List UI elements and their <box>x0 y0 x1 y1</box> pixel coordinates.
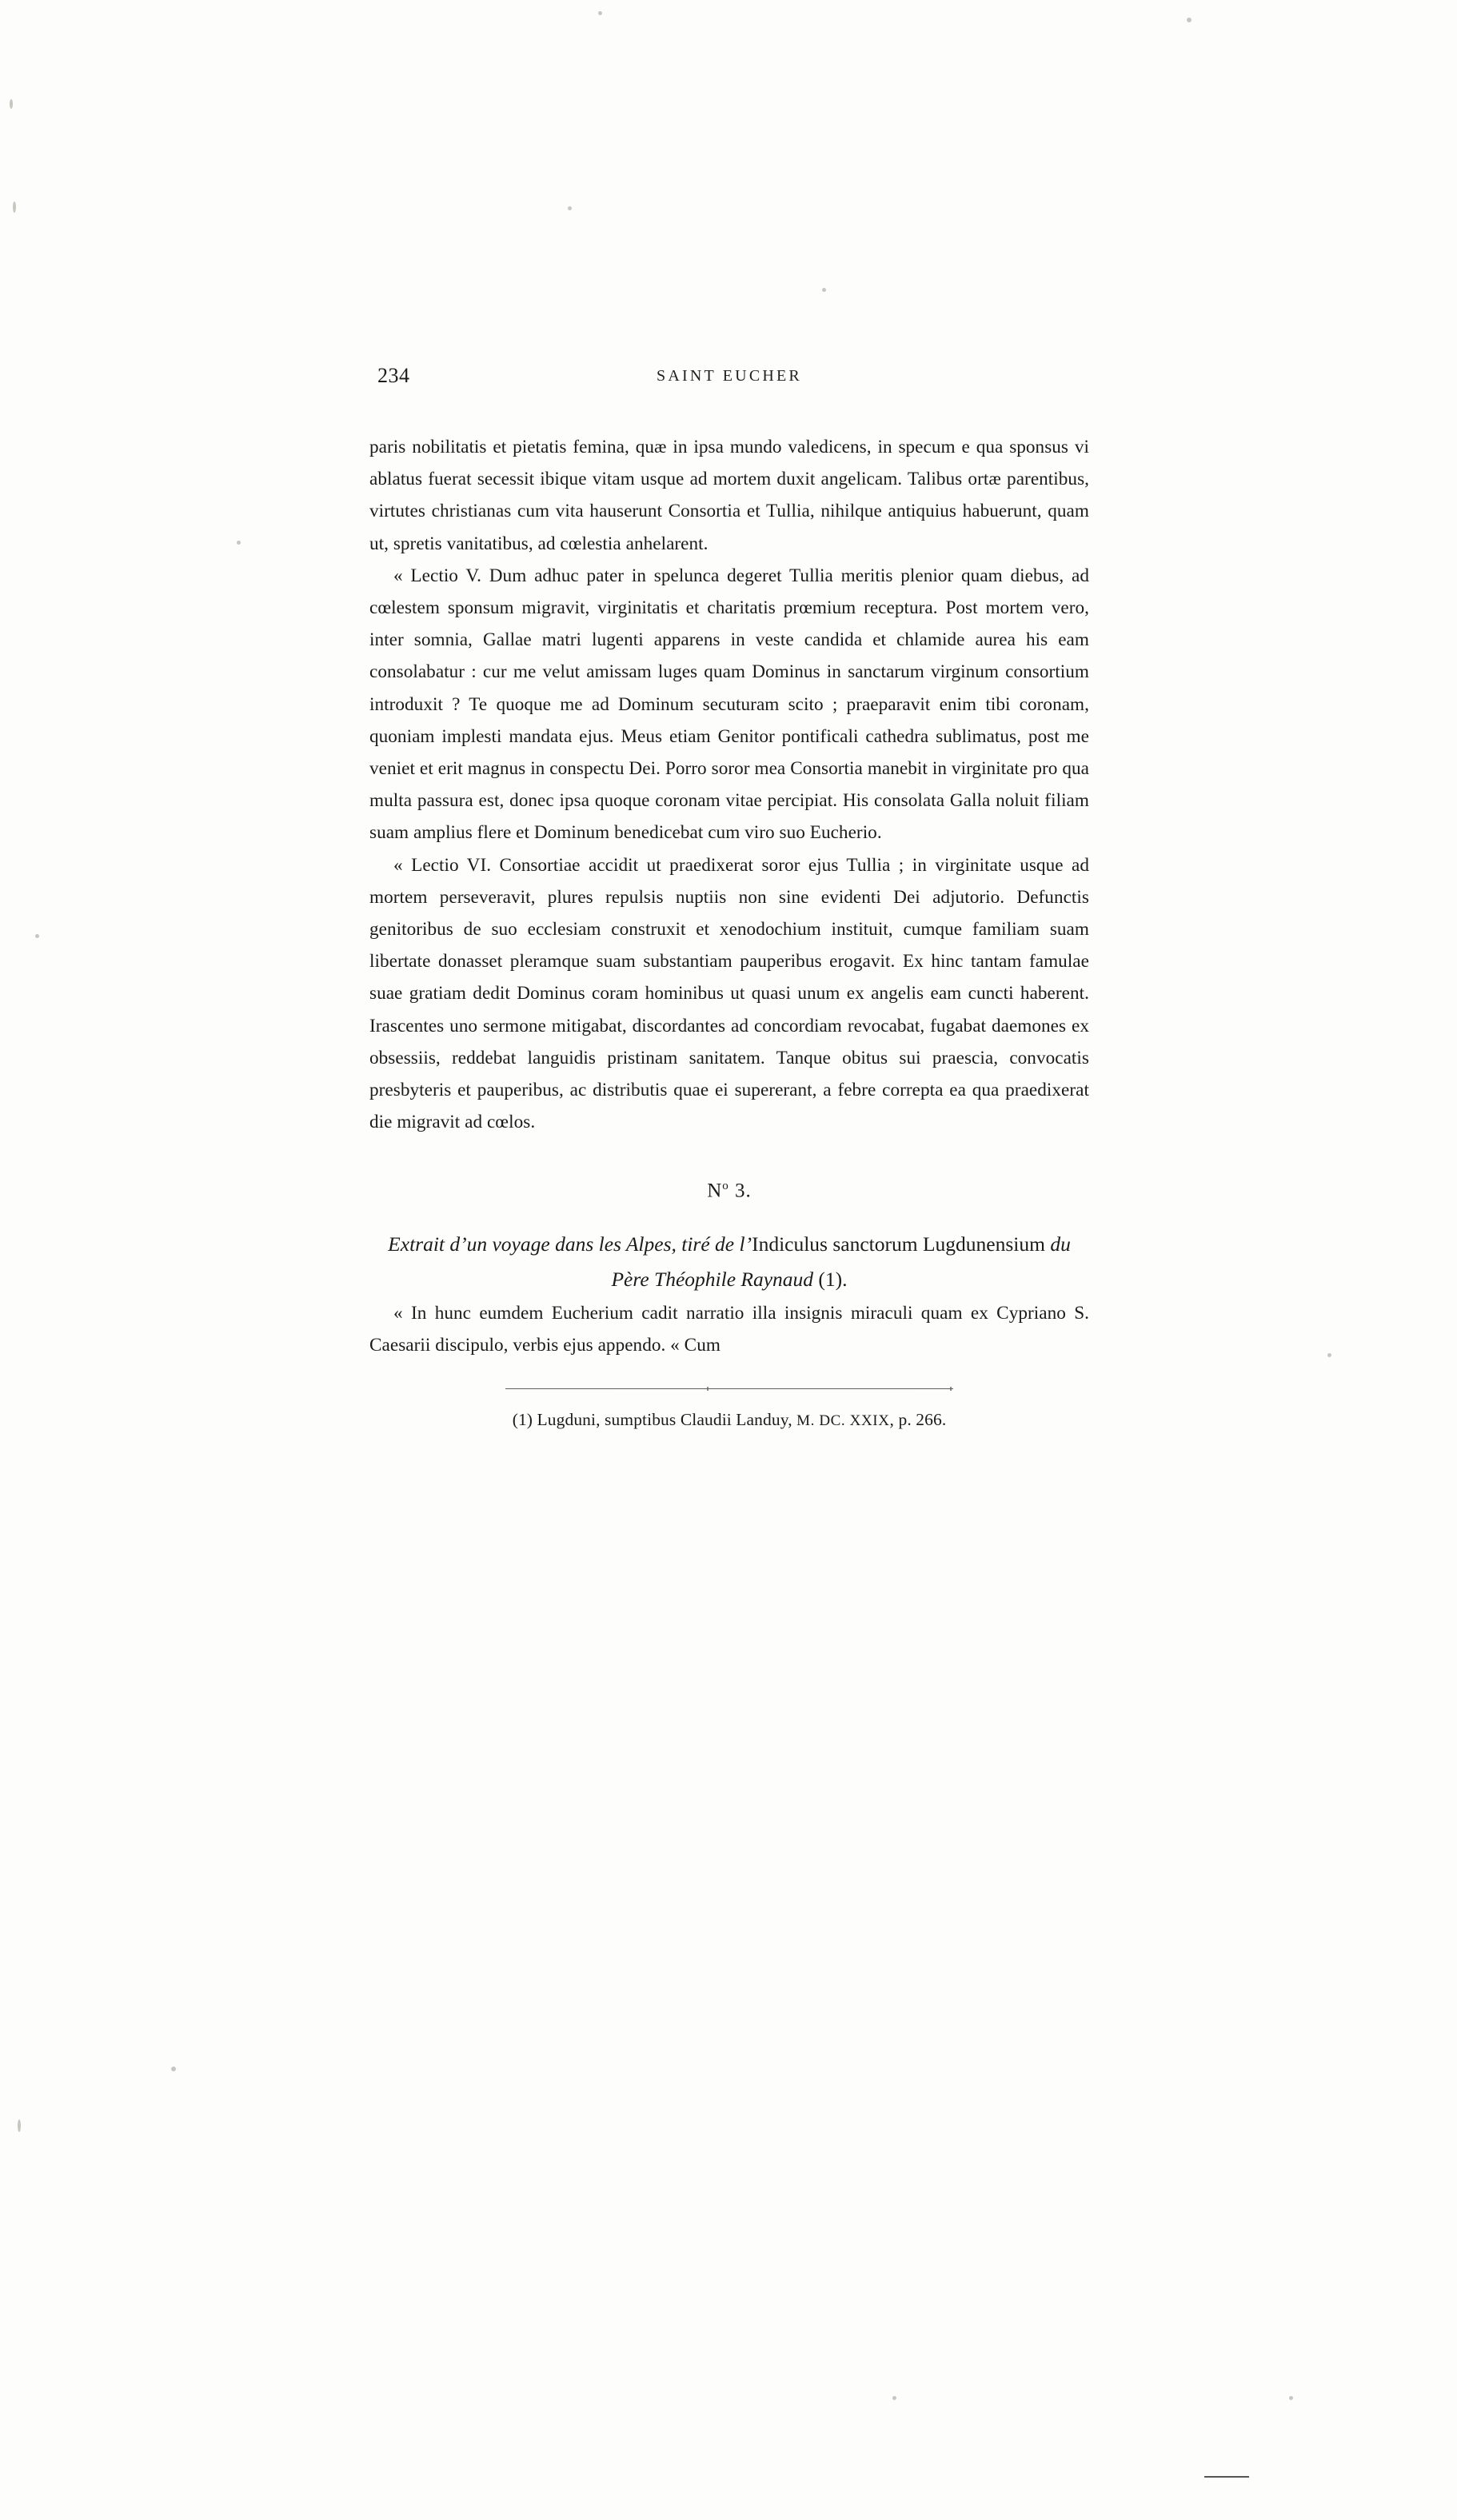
paragraph: « In hunc eumdem Eucherium cadit narratio illa insignis miraculi quam ex Cypriano S. Caesarii discipulo, verbis ejus appendo. « Cum <box>369 1302 1089 1356</box>
running-title: SAINT EUCHER <box>657 367 802 385</box>
scan-speck <box>598 11 602 15</box>
section-subtitle <box>369 1227 1089 1297</box>
scan-speck <box>1327 1353 1331 1357</box>
paragraph: « Lectio V. Dum adhuc pater in spelunca degeret Tullia meritis plenior quam diebus, ad cœlestem sponsum migravit, virginitatis et charitatis prœmium receptura. Post mortem vero, inter somnia, Gallae matri lugenti apparens in veste candida et chlamide aurea his eam consolabatur : cur me velut amissam luges quam Dominus in sanctarum virginum consortium introduxit ? Te quoque me ad Dominum secuturam scito ; praeparavit enim tibi coronam, quoniam implesti mandata ejus. Meus etiam Genitor pontificali cathedra sublimatus, post me veniet et erit magnus in conspectu Dei. Porro soror mea Consortia manebit in virginitate pro qua multa passura est, donec ipsa quoque coronam vitae percipiat. His consolata Galla noluit filiam suam amplius flere et Dominum benedicebat cum viro suo Eucherio. <box>369 565 1089 844</box>
page-number: 234 <box>377 364 410 387</box>
footnote-text-before: Lugduni, sumptibus Claudii Landuy, <box>537 1410 797 1430</box>
scan-speck <box>568 206 572 210</box>
scan-speck <box>35 934 39 938</box>
scan-speck <box>237 541 241 545</box>
page-header <box>369 364 1089 402</box>
subtitle-part-italic-2: du Père Théophile Raynaud <box>611 1232 1071 1291</box>
footnote-smallcaps: M. DC. XXIX <box>796 1412 890 1430</box>
scan-speck <box>13 202 16 213</box>
page-bottom-mark <box>1204 2476 1249 2478</box>
scan-speck <box>1187 18 1192 22</box>
scan-speck <box>1289 2396 1293 2400</box>
scan-speck <box>822 288 826 292</box>
subtitle-part-roman-2: (1). <box>813 1267 848 1291</box>
section-number-superscript: o <box>722 1180 729 1193</box>
scan-speck <box>10 99 13 109</box>
paragraph: paris nobilitatis et pietatis femina, quæ in ipsa mundo valedicens, in specum e qua sponsus vi ablatus fuerat secessit ibique vitam usque ad mortem duxit angelicam. Talibus ortæ parentibus, virtutes christianas cum vita hauserunt Consortia et Tullia, nihilque antiquius habuerunt, quam ut, spretis vanitatibus, ad cœlestia anhelarent. <box>369 437 1089 554</box>
subtitle-part-italic-1: Extrait d’un voyage dans les Alpes, tiré de l’ <box>388 1232 752 1256</box>
footnote-text-after: , p. 266. <box>889 1410 947 1430</box>
paragraph: « Lectio VI. Consortiae accidit ut praedixerat soror ejus Tullia ; in virginitate usque ad mortem perseveravit, plures repulsis nuptiis non sine evidenti Dei adjutorio. Defunctis genitoribus de suo ecclesiam construxit et xenodochium instituit, cumque familiam suam libertate donasset pleramque suam substantiam pauperibus erogavit. Ex hinc tantam famulae suae gratiam dedit Dominus coram hominibus ut quasi unum ex angelis eam cuncti haberent. Irascentes uno sermone mitigabat, discordantes ad concordiam revocabat, fugabat daemones ex obsessiis, reddebat languidis pristinam sanitatem. Tanque obitus sui praescia, convocatis presbyteris et pauperibus, ac distributis quae ei supererant, a febre correpta ea qua praedixerat die migravit ad cœlos. <box>369 854 1089 1133</box>
footnote-marker: (1) <box>512 1410 537 1430</box>
section-number-prefix: N <box>707 1180 723 1202</box>
subtitle-part-roman-1: Indiculus sanctorum Lugdunensium <box>752 1232 1051 1256</box>
scan-speck <box>171 2067 176 2071</box>
footnote-divider <box>505 1388 953 1389</box>
text-column <box>369 364 1089 1430</box>
section-number <box>369 1180 1089 1202</box>
footnote <box>369 1410 1089 1430</box>
section-number-value: 3. <box>735 1180 752 1202</box>
scan-speck <box>892 2396 896 2400</box>
scan-speck <box>18 2119 21 2132</box>
